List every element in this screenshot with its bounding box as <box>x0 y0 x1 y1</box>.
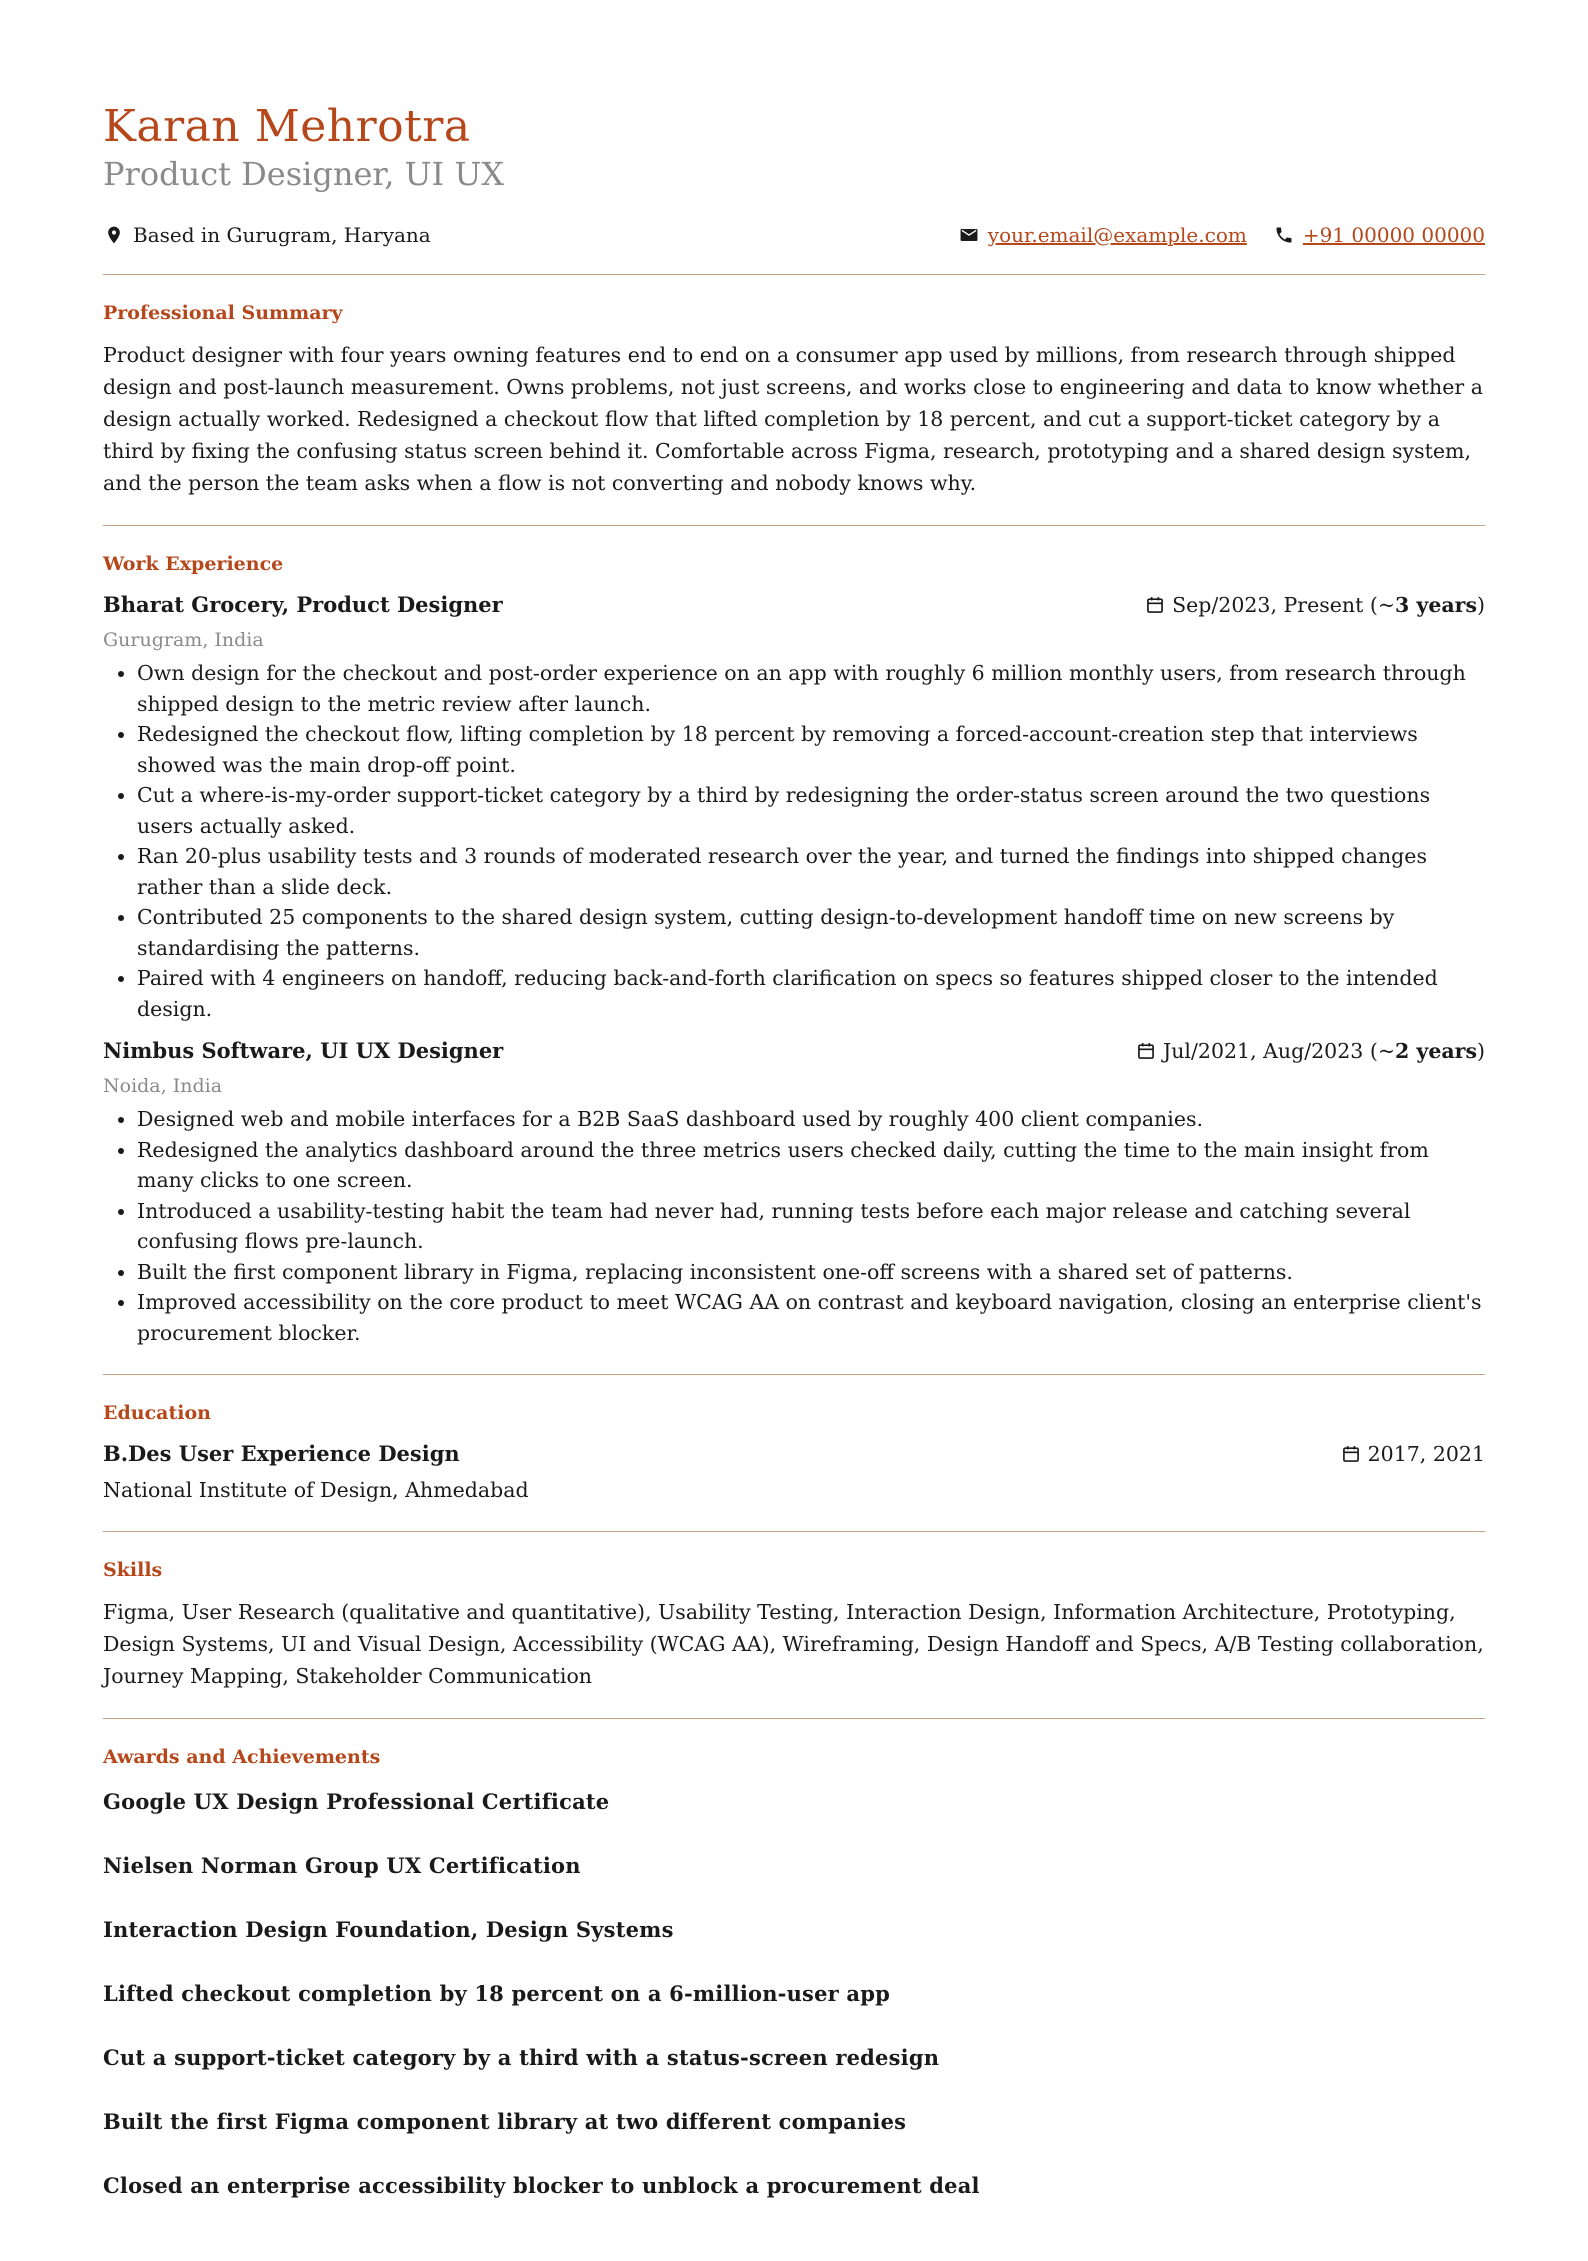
job-company: Nimbus Software <box>103 1038 306 1063</box>
candidate-name: Karan Mehrotra <box>103 101 471 152</box>
job-dates <box>1144 590 1485 620</box>
job-position: Product Designer <box>296 592 503 617</box>
location-item <box>103 223 431 247</box>
job-dates <box>1135 1036 1485 1066</box>
skills-text: Figma, User Research (qualitative and quantitative), Usability Testing, Interaction Design, Information Architecture, Prototyping, Design Systems, UI and Visual Design, Accessibility (WCAG AA), Wireframing, Design Handoff and Specs, A/B Testing collaboration, Journey Mapping, Stakeholder Communication <box>103 1600 1484 1688</box>
job-header <box>103 1036 1485 1066</box>
job-date-close: ) <box>1477 593 1485 617</box>
job-date-range: Jul/2021, Aug/2023 (~ <box>1163 1039 1396 1063</box>
awards-section <box>103 1719 1485 2261</box>
list-item: • Redesigned the analytics dashboard around the three metrics users checked daily, cutting the time to the main insight from many clicks to one screen. <box>137 1135 1485 1196</box>
map-pin-icon <box>103 224 125 246</box>
candidate-role: Product Designer, UI UX <box>103 155 505 193</box>
award-item: Nielsen Norman Group UX Certification <box>103 1853 581 1878</box>
education-header <box>103 1439 1485 1469</box>
award-item: Closed an enterprise accessibility blocker to unblock a procurement deal <box>103 2173 980 2198</box>
job-position: UI UX Designer <box>320 1038 504 1063</box>
envelope-icon <box>958 224 980 246</box>
education-dates <box>1340 1439 1485 1469</box>
contact-right <box>958 223 1485 247</box>
location-text: Based in Gurugram, Haryana <box>133 223 431 247</box>
contact-left <box>103 223 431 247</box>
award-item: Cut a support-ticket category by a third with a status-screen redesign <box>103 2045 940 2070</box>
section-title-experience: Work Experience <box>103 553 284 575</box>
phone-icon <box>1273 224 1295 246</box>
summary-text: Product designer with four years owning features end to end on a consumer app used by millions, from research through shipped design and post-launch measurement. Owns problems, not just screens, and works close to engineering and data to know whether a design actually worked. Redesigned a checkout flow that lifted completion by 18 percent, and cut a support-ticket category by a third by fixing the confusing status screen behind it. Comfortable across Figma, research, prototyping and a shared design system, and the person the team asks when a flow is not converting and nobody knows why. <box>103 343 1483 495</box>
education-section <box>103 1375 1485 1531</box>
list-item: • Designed web and mobile interfaces for a B2B SaaS dashboard used by roughly 400 client companies. <box>137 1104 1485 1135</box>
phone-link[interactable]: +91 00000 00000 <box>1302 223 1485 247</box>
section-title-skills: Skills <box>103 1559 163 1581</box>
list-item: • Paired with 4 engineers on handoff, reducing back-and-forth clarification on specs so features shipped closer to the intended design. <box>137 963 1485 1024</box>
education-institution: National Institute of Design, Ahmedabad <box>103 1478 529 1502</box>
phone-item <box>1273 223 1485 247</box>
section-title-education: Education <box>103 1402 211 1424</box>
job-location: Noida, India <box>103 1075 223 1097</box>
job-duration: 3 years <box>1395 593 1477 617</box>
job-entry <box>103 590 1485 1024</box>
summary-section <box>103 275 1485 525</box>
list-item: • Own design for the checkout and post-order experience on an app with roughly 6 million monthly users, from research through shipped design to the metric review after launch. <box>137 658 1485 719</box>
calendar-icon <box>1135 1040 1157 1062</box>
list-item: • Ran 20-plus usability tests and 3 rounds of moderated research over the year, and turned the findings into shipped changes rather than a slide deck. <box>137 841 1485 902</box>
job-title: Nimbus Software, UI UX Designer <box>103 1038 504 1063</box>
job-date-range: Sep/2023, Present (~ <box>1172 593 1396 617</box>
list-item: • Improved accessibility on the core product to meet WCAG AA on contrast and keyboard navigation, closing an enterprise client's procurement blocker. <box>137 1287 1485 1348</box>
award-item: Interaction Design Foundation, Design Systems <box>103 1917 674 1942</box>
section-title-awards: Awards and Achievements <box>103 1746 381 1768</box>
award-item: Lifted checkout completion by 18 percent on a 6-million-user app <box>103 1981 890 2006</box>
email-link[interactable]: your.email@example.com <box>987 223 1247 247</box>
email-item <box>958 223 1247 247</box>
job-bullets <box>103 1104 1485 1348</box>
job-header <box>103 590 1485 620</box>
award-item: Google UX Design Professional Certificate <box>103 1789 610 1814</box>
job-location: Gurugram, India <box>103 629 264 651</box>
section-title-summary: Professional Summary <box>103 302 343 324</box>
list-item: • Redesigned the checkout flow, lifting completion by 18 percent by removing a forced-account-creation step that interviews showed was the main drop-off point. <box>137 719 1485 780</box>
list-item: • Introduced a usability-testing habit the team had never had, running tests before each major release and catching several confusing flows pre-launch. <box>137 1196 1485 1257</box>
skills-section <box>103 1532 1485 1718</box>
calendar-icon <box>1340 1443 1362 1465</box>
education-date-range: 2017, 2021 <box>1367 1442 1485 1466</box>
job-bullets <box>103 658 1485 1024</box>
education-degree: B.Des User Experience Design <box>103 1441 460 1466</box>
job-entry <box>103 1036 1485 1348</box>
list-item: • Cut a where-is-my-order support-ticket category by a third by redesigning the order-status screen around the two questions users actually asked. <box>137 780 1485 841</box>
calendar-icon <box>1144 594 1166 616</box>
job-title: Bharat Grocery, Product Designer <box>103 592 503 617</box>
list-item: • Contributed 25 components to the shared design system, cutting design-to-development handoff time on new screens by standardising the patterns. <box>137 902 1485 963</box>
award-item: Built the first Figma component library at two different companies <box>103 2109 907 2134</box>
job-duration: 2 years <box>1395 1039 1477 1063</box>
experience-section <box>103 526 1485 1374</box>
contact-row <box>103 222 1485 248</box>
job-date-close: ) <box>1477 1039 1485 1063</box>
job-company: Bharat Grocery <box>103 592 282 617</box>
list-item: • Built the first component library in Figma, replacing inconsistent one-off screens with a shared set of patterns. <box>137 1257 1485 1288</box>
